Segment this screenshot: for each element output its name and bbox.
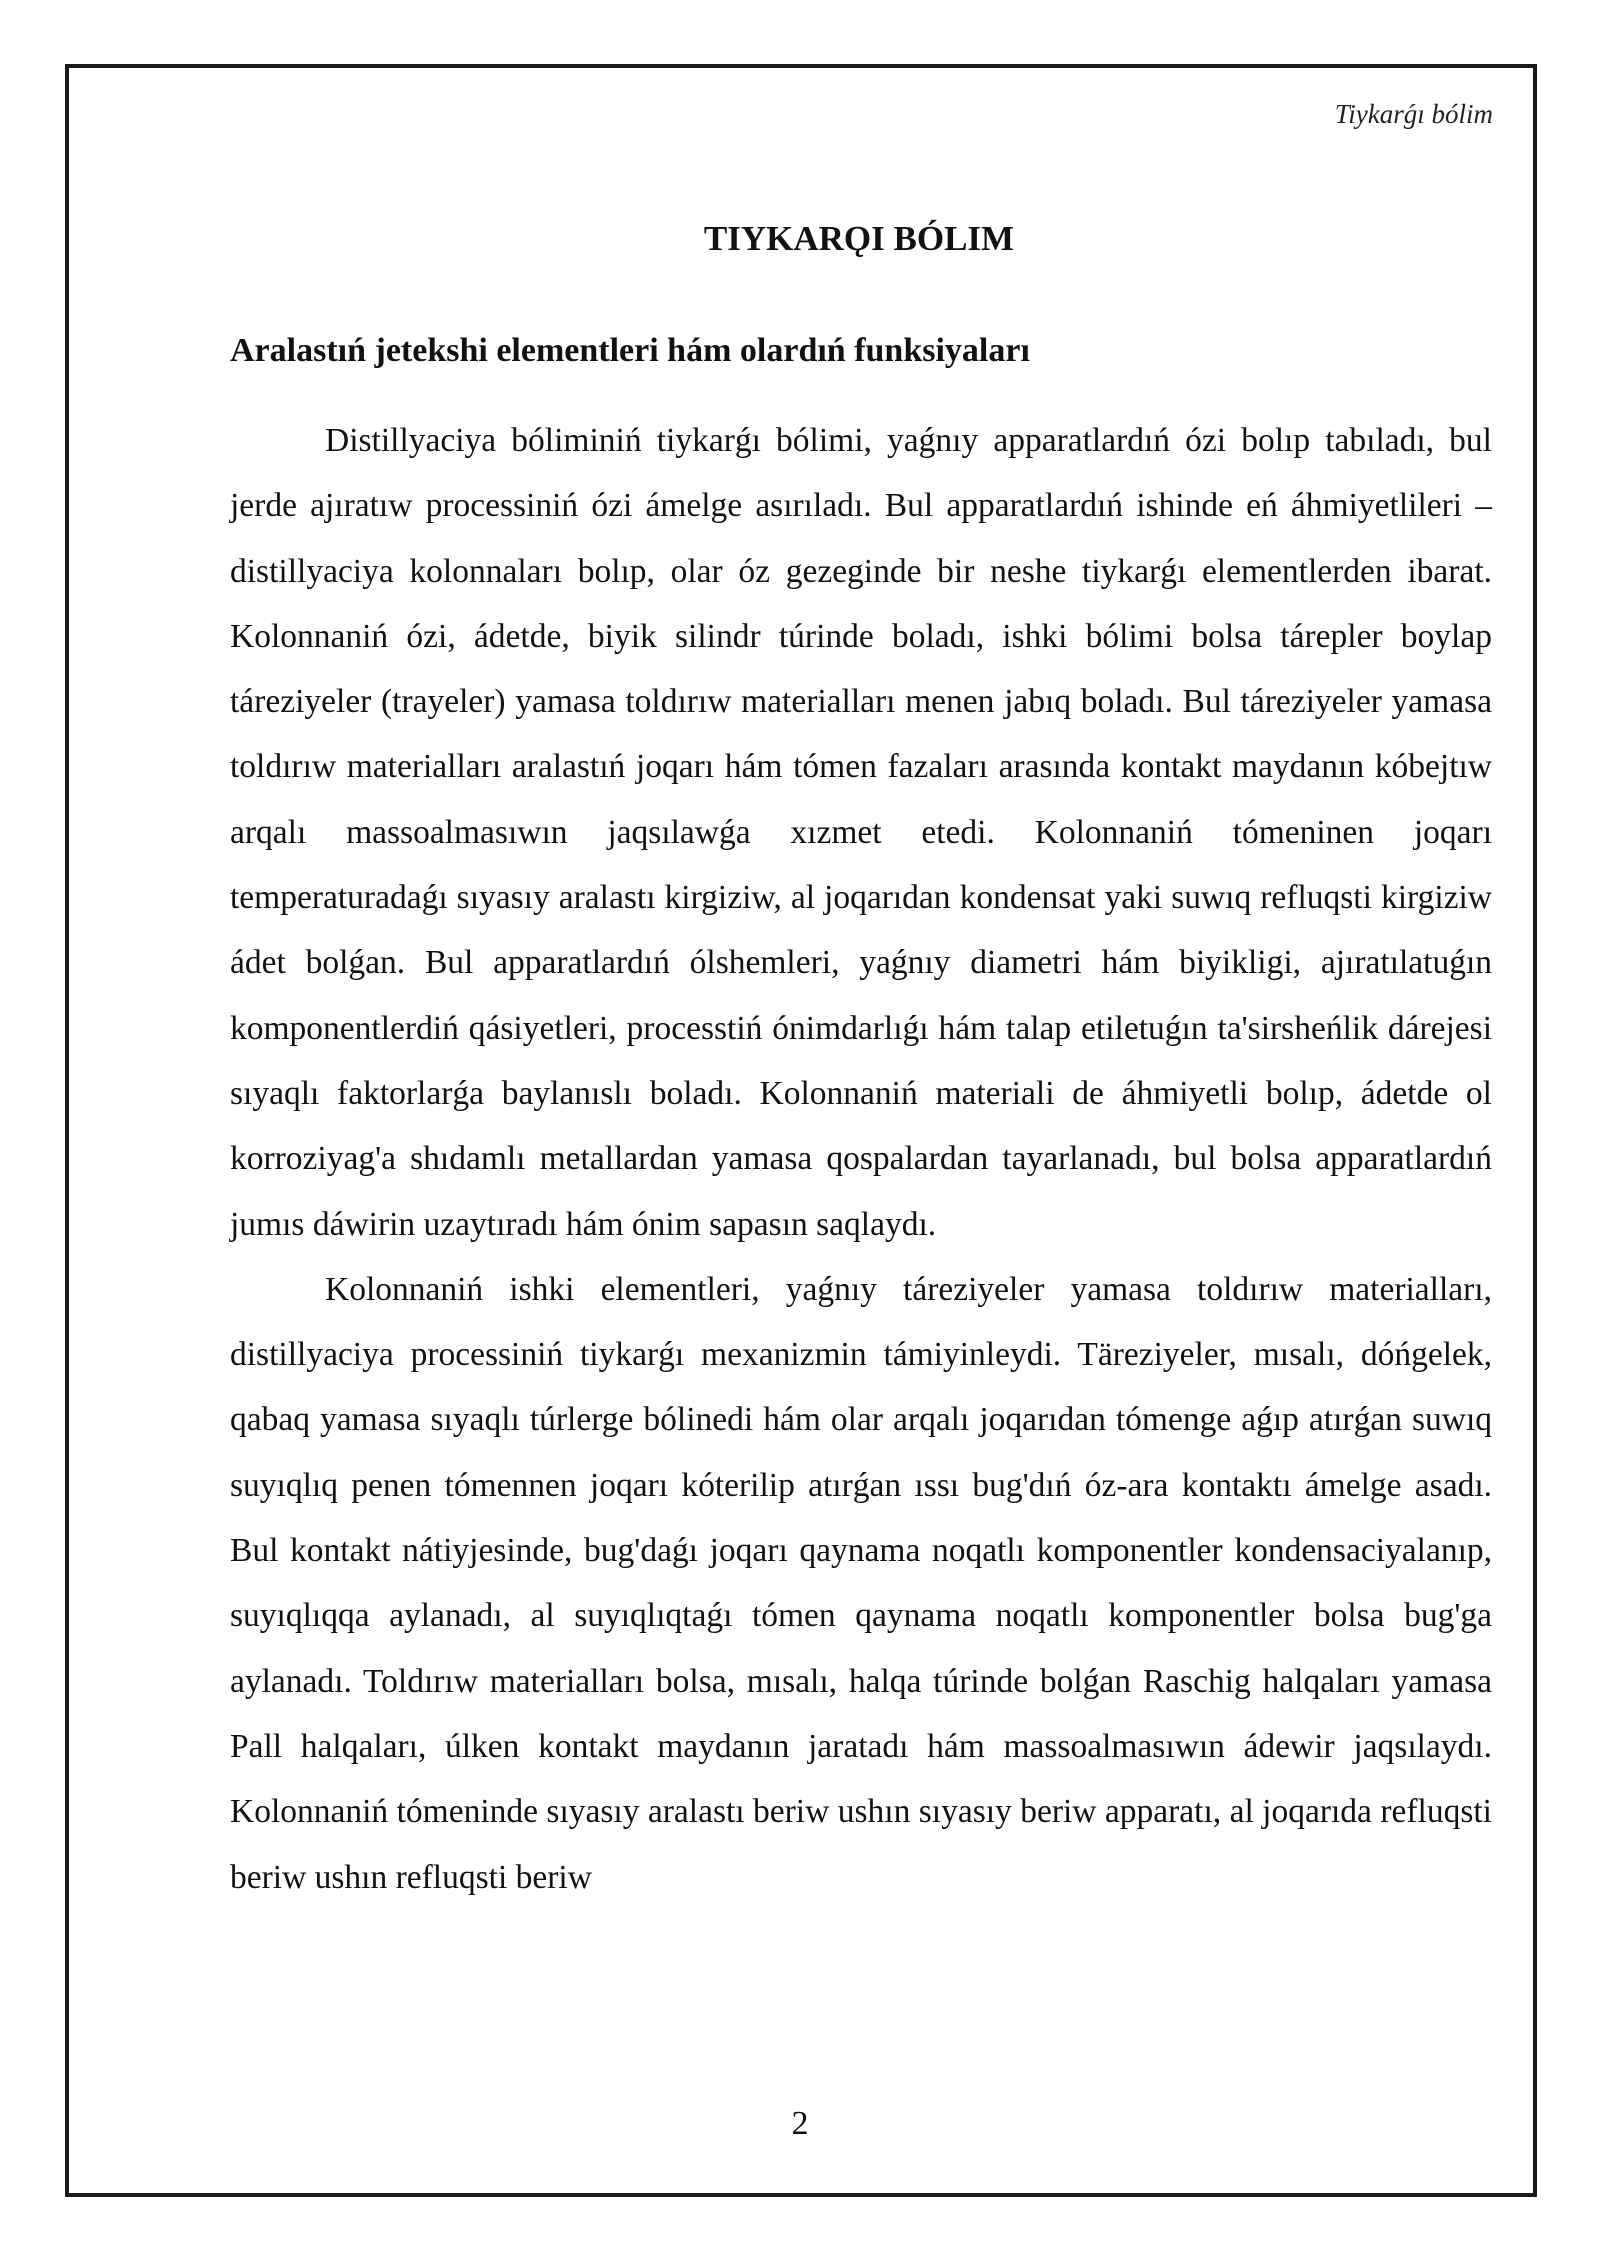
body-text	[230, 408, 1492, 1910]
chapter-title: TIYKARǪI BÓLIM	[703, 219, 1015, 258]
running-header: Tiykarǵı bólim	[1334, 99, 1493, 129]
paragraph: Kolonnaniń ishki elementleri, yaǵnıy táreziyeler yamasa toldırıw materialları, distillyaciya processiniń tiykarǵı mexanizmin támiyinleydi. Täreziyeler, mısalı, dóńgelek, qabaq yamasa sıyaqlı túrlerge bólinedi hám olar arqalı joqarıdan tómenge aǵıp atırǵan suwıq suyıqlıq penen tómennen joqarı kóterilip atırǵan ıssı bug'dıń óz-ara kontaktı ámelge asadı. Bul kontakt nátiyjesinde, bug'daǵı joqarı qaynama noqatlı komponentler kondensaciyalanıp, suyıqlıqqa aylanadı, al suyıqlıqtaǵı tómen qaynama noqatlı komponentler bolsa bug'ga aylanadı. Toldırıw materialları bolsa, mısalı, halqa túrinde bolǵan Raschig halqaları yamasa Pall halqaları, úlken kontakt maydanın jaratadı hám massoalmasıwın ádewir jaqsılaydı. Kolonnaniń tómeninde sıyasıy aralastı beriw ushın sıyasıy beriw apparatı, al joqarıda refluqsti beriw ushın refluqsti beriw	[230, 1270, 1492, 1896]
paragraph: Distillyaciya bóliminiń tiykarǵı bólimi, yaǵnıy apparatlardıń ózi bolıp tabıladı, bul jerde ajıratıw processiniń ózi ámelge asırıladı. Bul apparatlardıń ishinde eń áhmiyetlileri – distillyaciya kolonnaları bolıp, olar óz gezeginde bir neshe tiykarǵı elementlerden ibarat. Kolonnaniń ózi, ádetde, biyik silindr túrinde boladı, ishki bólimi bolsa tárepler boylap táreziyeler (trayeler) yamasa toldırıw materialları menen jabıq boladı. Bul táreziyeler yamasa toldırıw materialları aralastıń joqarı hám tómen fazaları arasında kontakt maydanın kóbejtıw arqalı massoalmasıwın jaqsılawǵa xızmet etedi. Kolonnaniń tómeninen joqarı temperaturadaǵı sıyasıy aralastı kirgiziw, al joqarıdan kondensat yaki suwıq refluqsti kirgiziw ádet bolǵan. Bul apparatlardıń ólshemleri, yaǵnıy diametri hám biyikligi, ajıratılatuǵın komponentlerdiń qásiyetleri, processtiń ónimdarlıǵı hám talap etiletuǵın ta'sirsheńlik dárejesi sıyaqlı faktorlarǵa baylanıslı boladı. Kolonnaniń materiali de áhmiyetli bolıp, ádetde ol korroziyag'a shıdamlı metallardan yamasa qospalardan tayarlanadı, bul bolsa apparatlardıń jumıs dáwirin uzaytıradı hám ónim sapasın saqlaydı.	[230, 422, 1492, 1243]
section-heading: Aralastıń jetekshi elementleri hám olardıń funksiyaları	[230, 332, 1030, 369]
page-number: 2	[791, 2105, 809, 2142]
